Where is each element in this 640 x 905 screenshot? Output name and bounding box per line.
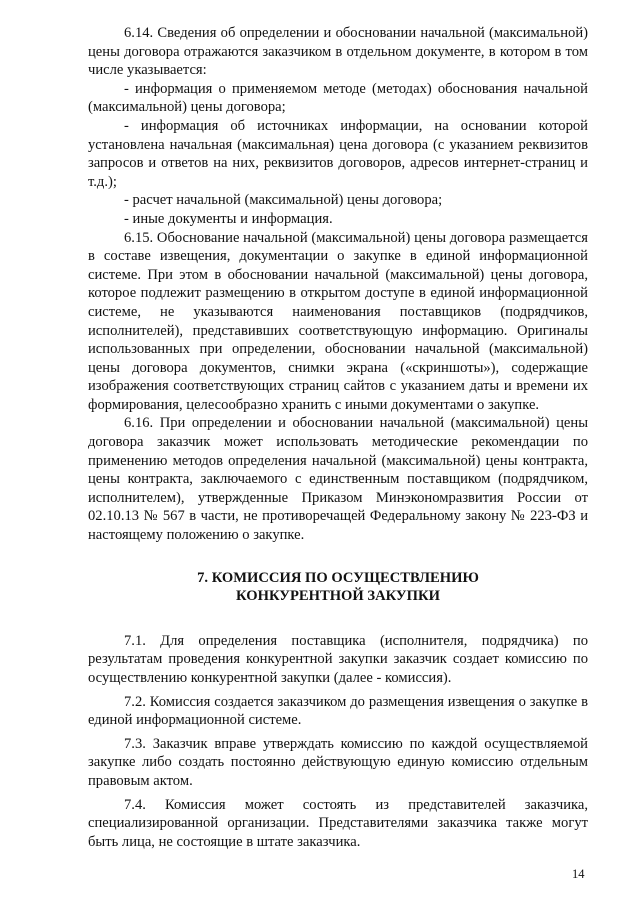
- list-item-calculation: - расчет начальной (максимальной) цены договора;: [124, 192, 443, 209]
- paragraph-7-4: 7.4. Комиссия может состоять из представителей заказчика, специализированной организации. Представителями заказчика также могут быть лица, не состоящие в штате заказчика.: [88, 796, 588, 850]
- page-content: [88, 24, 588, 851]
- list-item-method: - информация о применяемом методе (методах) обоснования начальной (максимальной) цены договора;: [88, 80, 588, 116]
- list-item-sources: - информация об источниках информации, на основании которой установлена начальная (максимальная) цена договора (с указанием реквизитов запросов и ответов на них, реквизитов договоров, адресов интернет-страниц и т.д.);: [88, 117, 588, 190]
- paragraph-7-1: 7.1. Для определения поставщика (исполнителя, подрядчика) по результатам проведения конкурентной закупки заказчик создает комиссию по осуществлению конкурентной закупки (далее - комиссия).: [88, 632, 588, 686]
- section-title: [88, 569, 588, 606]
- page-number: 14: [572, 867, 585, 881]
- section-title-line1: 7. КОМИССИЯ ПО ОСУЩЕСТВЛЕНИЮ: [197, 569, 479, 586]
- paragraph-7-3: 7.3. Заказчик вправе утверждать комиссию по каждой осуществляемой закупке либо создать постоянно действующую единую комиссию отдельным правовым актом.: [88, 735, 588, 789]
- paragraph-6-15: 6.15. Обоснование начальной (максимальной) цены договора размещается в составе извещения, документации о закупке в единой информационной системе. При этом в обосновании начальной (максимальной) цены договора, которое подлежит размещению в открытом доступе в единой информационной системе, не указываются наименования поставщиков (подрядчиков, исполнителей), представивших соответствующую информацию. Оригиналы использованных при определении, обосновании начальной (максимальной) цены договора документов, снимки экрана («скриншоты»), содержащие изображения соответствующих страниц сайтов с указанием даты и времени их формирования, целесообразно хранить с иными документами о закупке.: [88, 229, 588, 413]
- section-title-line2: КОНКУРЕНТНОЙ ЗАКУПКИ: [236, 588, 440, 605]
- paragraph-6-14: 6.14. Сведения об определении и обосновании начальной (максимальной) цены договора отражаются заказчиком в отдельном документе, в котором в том числе указывается:: [88, 25, 588, 79]
- paragraph-6-16: 6.16. При определении и обосновании начальной (максимальной) цены договора заказчик может использовать методические рекомендации по применению методов определения начальной (максимальной) цены контракта, цены контракта, заключаемого с единственным поставщиком (подрядчиком, исполнителем), утвержденные Приказом Минэкономразвития России от 02.10.13 № 567 в части, не противоречащей Федеральному закону № 223-ФЗ и настоящему положению о закупке.: [88, 415, 588, 544]
- paragraph-7-2: 7.2. Комиссия создается заказчиком до размещения извещения о закупке в единой информационной системе.: [88, 693, 588, 729]
- list-item-other-documents: - иные документы и информация.: [124, 210, 333, 227]
